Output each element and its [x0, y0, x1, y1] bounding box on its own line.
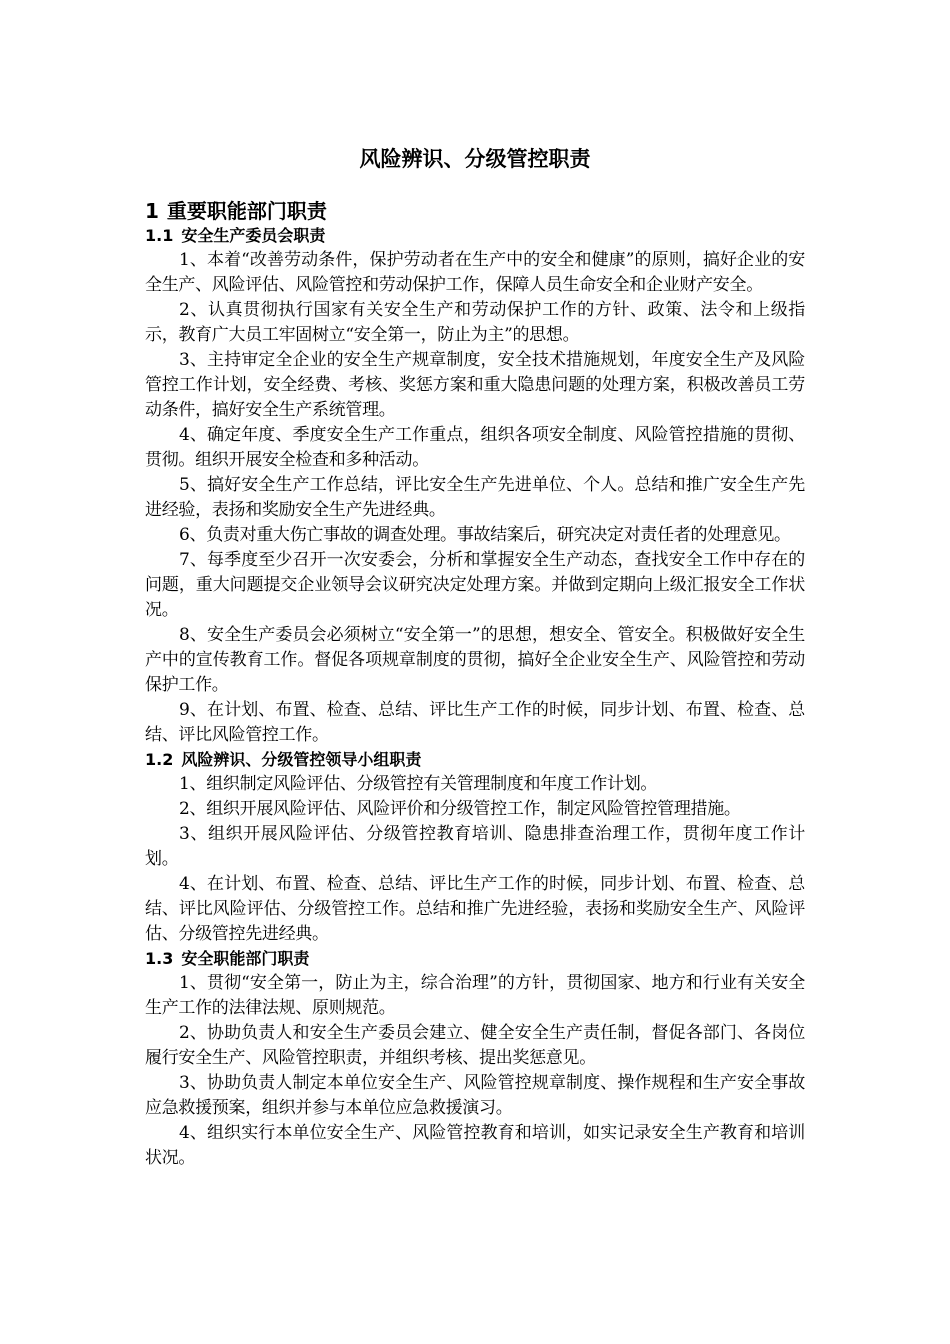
list-item: 3、组织开展风险评估、分级管控教育培训、隐患排查治理工作，贯彻年度工作计划。 [145, 824, 805, 869]
section-number: 1 [145, 199, 159, 223]
subsection-number: 1.1 [145, 226, 174, 245]
list-item: 2、组织开展风险评估、风险评价和分级管控工作，制定风险管控管理措施。 [179, 799, 741, 819]
subsection-title: 安全生产委员会职责 [181, 226, 326, 245]
subsection-number: 1.3 [145, 949, 174, 968]
section-heading-1 [145, 198, 805, 224]
list-item: 1、本着“改善劳动条件，保护劳动者在生产中的安全和健康”的原则，搞好企业的安全生产、风险评估、风险管控和劳动保护工作，保障人员生命安全和企业财产安全。 [145, 250, 805, 295]
subsection-number: 1.2 [145, 750, 174, 769]
list-item: 8、安全生产委员会必须树立“安全第一”的思想，想安全、管安全。积极做好安全生产中的宣传教育工作。督促各项规章制度的贯彻，搞好全企业安全生产、风险管控和劳动保护工作。 [145, 625, 805, 695]
list-item: 1、贯彻“安全第一，防止为主，综合治理”的方针，贯彻国家、地方和行业有关安全生产工作的法律法规、原则规范。 [145, 973, 805, 1018]
list-item: 1、组织制定风险评估、分级管控有关管理制度和年度工作计划。 [179, 774, 658, 794]
subsection-heading-1-2 [145, 748, 805, 772]
subsection-heading-1-1 [145, 224, 805, 248]
list-item: 4、在计划、布置、检查、总结、评比生产工作的时候，同步计划、布置、检查、总结、评比风险评估、分级管控工作。总结和推广先进经验，表扬和奖励安全生产、风险评估、分级管控先进经典。 [145, 874, 805, 944]
subsection-title: 安全职能部门职责 [181, 949, 310, 968]
list-item: 2、认真贯彻执行国家有关安全生产和劳动保护工作的方针、政策、法令和上级指示，教育广大员工牢固树立“安全第一，防止为主”的思想。 [145, 300, 805, 345]
section-title: 重要职能部门职责 [166, 199, 327, 223]
list-item: 3、协助负责人制定本单位安全生产、风险管控规章制度、操作规程和生产安全事故应急救援预案，组织并参与本单位应急救援演习。 [145, 1073, 805, 1118]
list-item: 4、确定年度、季度安全生产工作重点，组织各项安全制度、风险管控措施的贯彻、贯彻。组织开展安全检查和多种活动。 [145, 425, 805, 470]
subsection-heading-1-3 [145, 947, 805, 971]
list-item: 9、在计划、布置、检查、总结、评比生产工作的时候，同步计划、布置、检查、总结、评比风险管控工作。 [145, 700, 805, 745]
list-item: 5、搞好安全生产工作总结，评比安全生产先进单位、个人。总结和推广安全生产先进经验，表扬和奖励安全生产先进经典。 [145, 475, 805, 520]
list-item: 6、负责对重大伤亡事故的调查处理。事故结案后，研究决定对责任者的处理意见。 [179, 525, 791, 545]
list-item: 7、每季度至少召开一次安委会，分析和掌握安全生产动态，查找安全工作中存在的问题，重大问题提交企业领导会议研究决定处理方案。并做到定期向上级汇报安全工作状况。 [145, 550, 805, 620]
list-item: 3、主持审定全企业的安全生产规章制度，安全技术措施规划，年度安全生产及风险管控工作计划，安全经费、考核、奖惩方案和重大隐患问题的处理方案，积极改善员工劳动条件，搞好安全生产系统管理。 [145, 350, 805, 420]
subsection-title: 风险辨识、分级管控领导小组职责 [181, 750, 422, 769]
document-title: 风险辨识、分级管控职责 [359, 147, 591, 171]
list-item: 2、协助负责人和安全生产委员会建立、健全安全生产责任制，督促各部门、各岗位履行安全生产、风险管控职责，并组织考核、提出奖惩意见。 [145, 1023, 805, 1068]
list-item: 4、组织实行本单位安全生产、风险管控教育和培训，如实记录安全生产教育和培训状况。 [145, 1123, 805, 1168]
